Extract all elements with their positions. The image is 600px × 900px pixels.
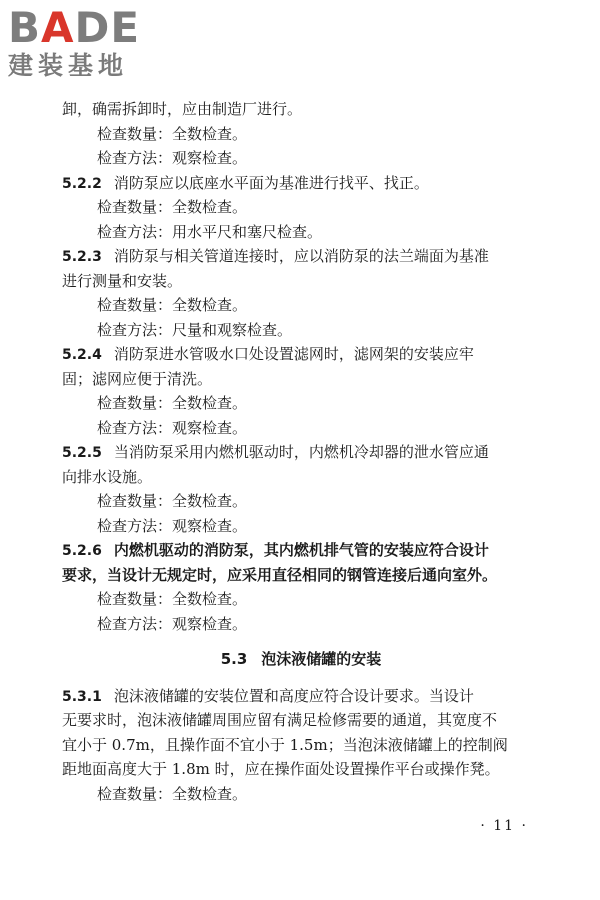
section-number: 5.3 [220,650,248,668]
check-quantity: 检查数量：全数检查。 [97,124,248,143]
text-line: 进行测量和安装。 [62,271,183,290]
check-method: 检查方法：尺量和观察检查。 [97,320,293,339]
text-line: 固；滤网应便于清洗。 [62,369,213,388]
section-title: 泡沫液储罐的安装 [261,650,382,668]
logo-wordmark: BADE [8,3,141,52]
clause-number: 5.2.3 [62,249,102,265]
section-heading [62,647,540,672]
check-quantity: 检查数量：全数检查。 [97,492,248,510]
check-method: 检查方法：观察检查。 [97,418,248,437]
clause-number: 5.2.2 [62,175,102,192]
text-line: 距地面高度大于 1.8m 时，应在操作面处设置操作平台或操作凳。 [62,760,500,778]
clause-5-2-5: 5.2.5 当消防泵采用内燃机驱动时，内燃机冷却器的泄水管应通 [62,443,489,461]
page-number: · 11 · [480,818,528,834]
clause-5-3-1: 5.3.1 泡沫液储罐的安装位置和高度应符合设计要求。当设计 [62,686,474,705]
check-method: 检查方法：观察检查。 [97,149,248,167]
check-quantity: 检查数量：全数检查。 [97,198,248,216]
check-method: 检查方法：观察检查。 [97,614,248,633]
clause-5-2-3: 5.2.3 消防泵与相关管道连接时，应以消防泵的法兰端面为基准 [62,247,489,265]
text-line: 卸，确需拆卸时，应由制造厂进行。 [62,100,303,118]
text-line: 宜小于 0.7m，且操作面不宜小于 1.5m；当泡沫液储罐上的控制阀 [62,735,508,754]
check-method: 检查方法：观察检查。 [97,516,248,535]
clause-5-2-6: 5.2.6 内燃机驱动的消防泵，其内燃机排气管的安装应符合设计 [62,541,489,559]
check-quantity: 检查数量：全数检查。 [97,590,248,608]
clause-number: 5.2.4 [62,347,102,363]
clause-5-2-4: 5.2.4 消防泵进水管吸水口处设置滤网时，滤网架的安装应牢 [62,345,474,363]
text-line: 无要求时，泡沫液储罐周围应留有满足检修需要的通道，其宽度不 [62,711,498,729]
logo-subtitle: 建装基地 [8,51,129,80]
clause-number: 5.2.6 [62,543,102,559]
check-quantity: 检查数量：全数检查。 [97,784,248,803]
check-method: 检查方法：用水平尺和塞尺检查。 [97,222,323,241]
document-body [62,97,540,806]
clause-5-2-2: 5.2.2 消防泵应以底座水平面为基准进行找平、找正。 [62,173,429,192]
clause-number: 5.2.5 [62,445,102,461]
clause-number: 5.3.1 [62,688,102,705]
bade-logo [8,3,178,86]
check-quantity: 检查数量：全数检查。 [97,394,248,412]
text-line: 要求，当设计无规定时，应采用直径相同的钢管连接后通向室外。 [62,565,498,584]
text-line: 向排水设施。 [62,467,153,486]
check-quantity: 检查数量：全数检查。 [97,296,248,314]
